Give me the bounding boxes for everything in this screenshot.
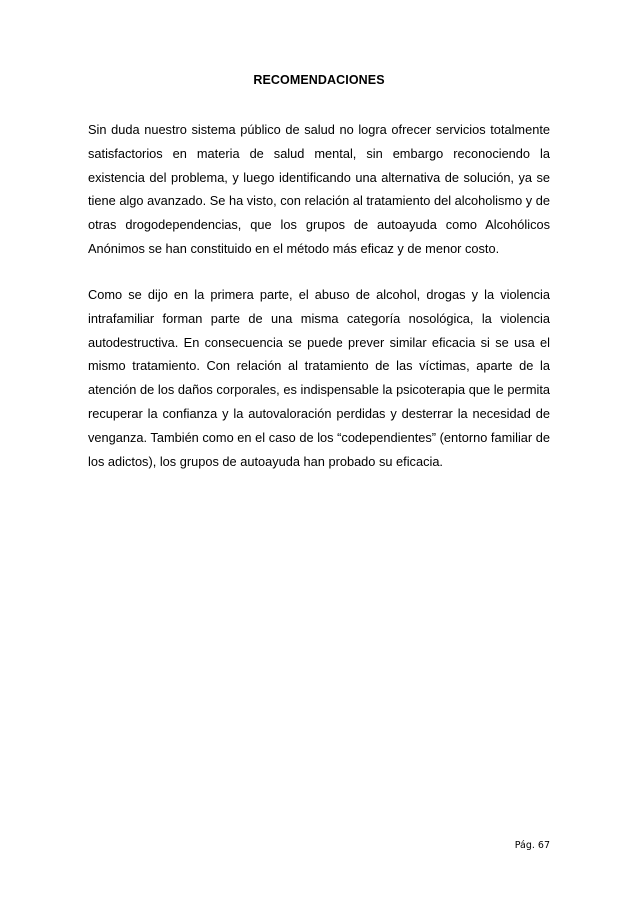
section-heading: RECOMENDACIONES xyxy=(253,73,385,87)
paragraph-1: Sin duda nuestro sistema público de salud no logra ofrecer servicios totalmente satisfactorios en materia de salud mental, sin embargo reconociendo la existencia del problema, y luego identificando una alternativa de solución, ya se tiene algo avanzado. Se ha visto, con relación al tratamiento del alcoholismo y de otras drogodependencias, que los grupos de autoayuda como Alcohólicos Anónimos se han constituido en el método más eficaz y de menor costo. xyxy=(88,122,550,256)
paragraph-2: Como se dijo en la primera parte, el abuso de alcohol, drogas y la violencia intrafamiliar forman parte de una misma categoría nosológica, la violencia autodestructiva. En consecuencia se puede prever similar eficacia si se usa el mismo tratamiento. Con relación al tratamiento de las víctimas, aparte de la atención de los daños corporales, es indispensable la psicoterapia que le permita recuperar la confianza y la autovaloración perdidas y desterrar la necesidad de venganza. También como en el caso de los “codependientes” (entorno familiar de los adictos), los grupos de autoayuda han probado su eficacia. xyxy=(88,287,550,469)
page-number: Pág. 67 xyxy=(514,840,550,851)
